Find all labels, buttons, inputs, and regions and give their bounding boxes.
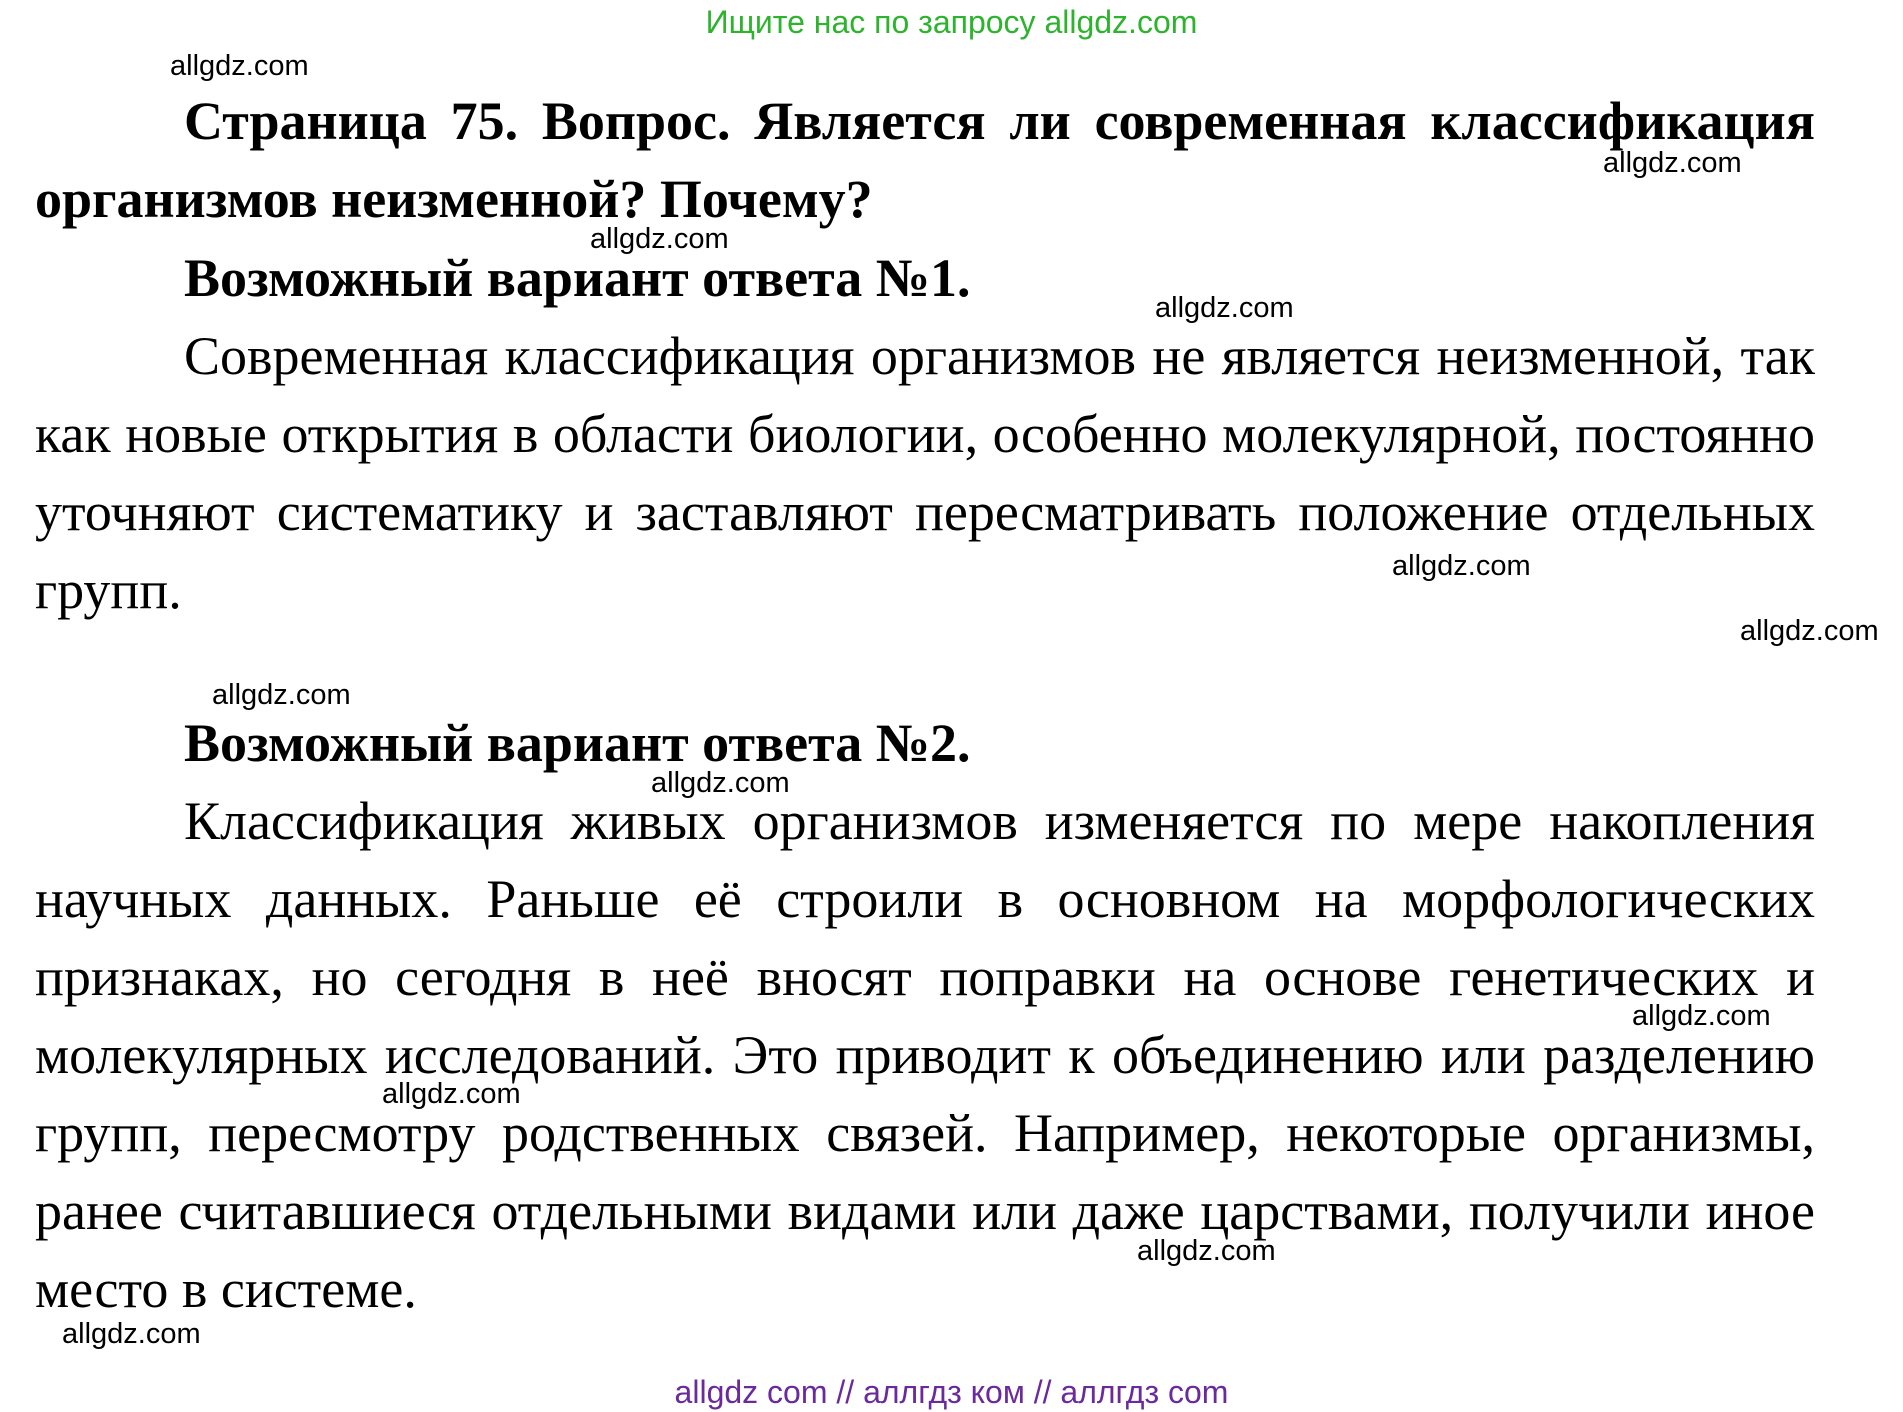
watermark: allgdz.com [170, 50, 309, 82]
answer1-heading: Возможный вариант ответа №1. [184, 248, 971, 308]
footer-links: allgdz com // аллгдз ком // аллгдз com [674, 1374, 1229, 1410]
question-text: Страница 75. Вопрос. Является ли современная классификация организмов неизменной? Почему? [35, 91, 1815, 229]
watermark: allgdz.com [1155, 292, 1294, 324]
watermark: allgdz.com [1137, 1235, 1276, 1267]
watermark: allgdz.com [1632, 1000, 1771, 1032]
answer1-body: Современная классификация организмов не является неизменной, так как новые открытия в области биологии, особенно молекулярной, постоянно уточняют систематику и заставляют пересматривать положение отдельных групп. [35, 326, 1815, 620]
watermark: allgdz.com [382, 1078, 521, 1110]
watermark: allgdz.com [212, 679, 351, 711]
answer2-heading: Возможный вариант ответа №2. [184, 713, 971, 773]
answer2-body: Классификация живых организмов изменяется по мере накопления научных данных. Раньше её строили в основном на морфологических признаках, но сегодня в неё вносят поправки на основе генетических и молекулярных исследований. Это приводит к объединению или разделению групп, пересмотру родственных связей. Например, некоторые организмы, ранее считавшиеся отдельными видами или даже царствами, получили иное место в системе. [35, 791, 1815, 1319]
top-banner: Ищите нас по запросу allgdz.com [705, 4, 1198, 40]
watermark: allgdz.com [1603, 147, 1742, 179]
watermark: allgdz.com [1392, 550, 1531, 582]
watermark: allgdz.com [651, 767, 790, 799]
watermark: allgdz.com [590, 223, 729, 255]
watermark: allgdz.com [62, 1318, 201, 1350]
watermark: allgdz.com [1740, 615, 1879, 647]
